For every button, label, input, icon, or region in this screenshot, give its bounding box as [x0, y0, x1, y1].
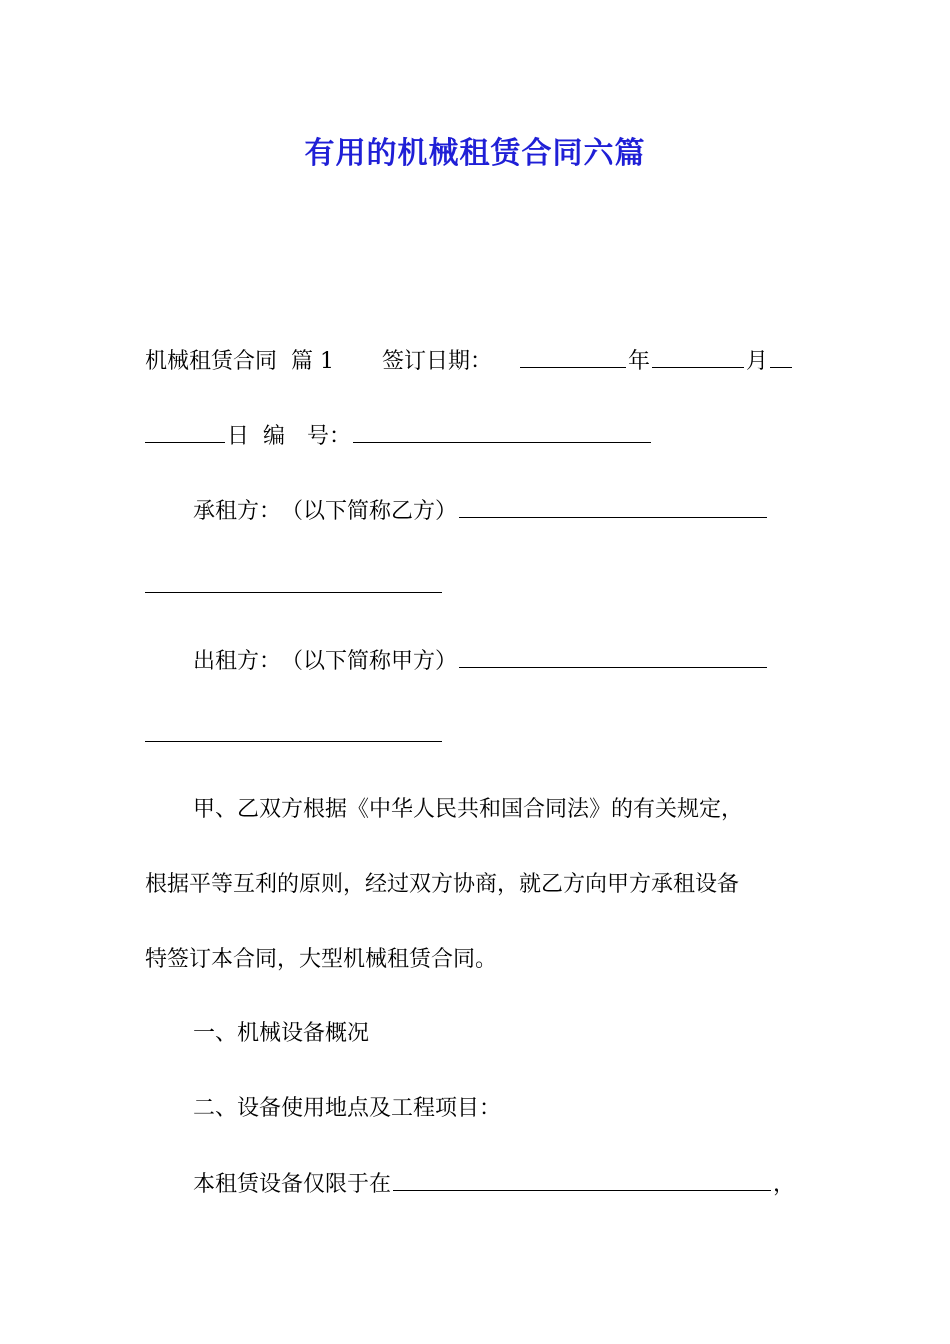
location-blank[interactable] — [393, 1168, 771, 1191]
contract-number-blank[interactable] — [353, 420, 651, 443]
month-label: 月 — [746, 349, 769, 374]
location-line — [193, 1168, 795, 1200]
lessee-blank-continued[interactable] — [145, 592, 442, 593]
year-label: 年 — [628, 349, 651, 374]
year-blank[interactable] — [520, 345, 626, 368]
location-comma: ， — [773, 1172, 796, 1197]
day-label: 日 — [227, 424, 250, 449]
day-blank-start[interactable] — [770, 345, 792, 368]
signing-date-label: 签订日期： — [382, 349, 493, 374]
lessee-label: 承租方： （以下简称乙方） — [193, 499, 458, 524]
section-heading: 二、设备使用地点及工程项目： — [193, 1096, 502, 1121]
lessor-line — [193, 645, 769, 677]
piece-number: 篇 1 — [291, 349, 335, 374]
contract-number-label: 编 号： — [263, 424, 352, 449]
section-heading: 一、机械设备概况 — [193, 1021, 370, 1046]
paragraph-line: 特签订本合同，大型机械租赁合同。 — [145, 947, 498, 972]
paragraph-line: 甲、乙双方根据《中华人民共和国合同法》的有关规定， — [193, 797, 744, 822]
location-label: 本租赁设备仅限于在 — [193, 1172, 392, 1197]
lessee-line — [193, 495, 769, 527]
document-title: 有用的机械租赁合同六篇 — [304, 136, 646, 171]
lessor-blank[interactable] — [459, 645, 767, 668]
lessor-blank-continued[interactable] — [145, 741, 442, 742]
header-line-1 — [145, 345, 794, 377]
contract-heading: 机械租赁合同 — [145, 349, 278, 374]
lessee-blank[interactable] — [459, 495, 767, 518]
header-line-2 — [145, 420, 653, 452]
lessor-label: 出租方： （以下简称甲方） — [193, 649, 458, 674]
paragraph-line: 根据平等互利的原则，经过双方协商，就乙方向甲方承租设备 — [145, 872, 740, 897]
month-blank[interactable] — [652, 345, 744, 368]
day-blank-end[interactable] — [145, 420, 225, 443]
